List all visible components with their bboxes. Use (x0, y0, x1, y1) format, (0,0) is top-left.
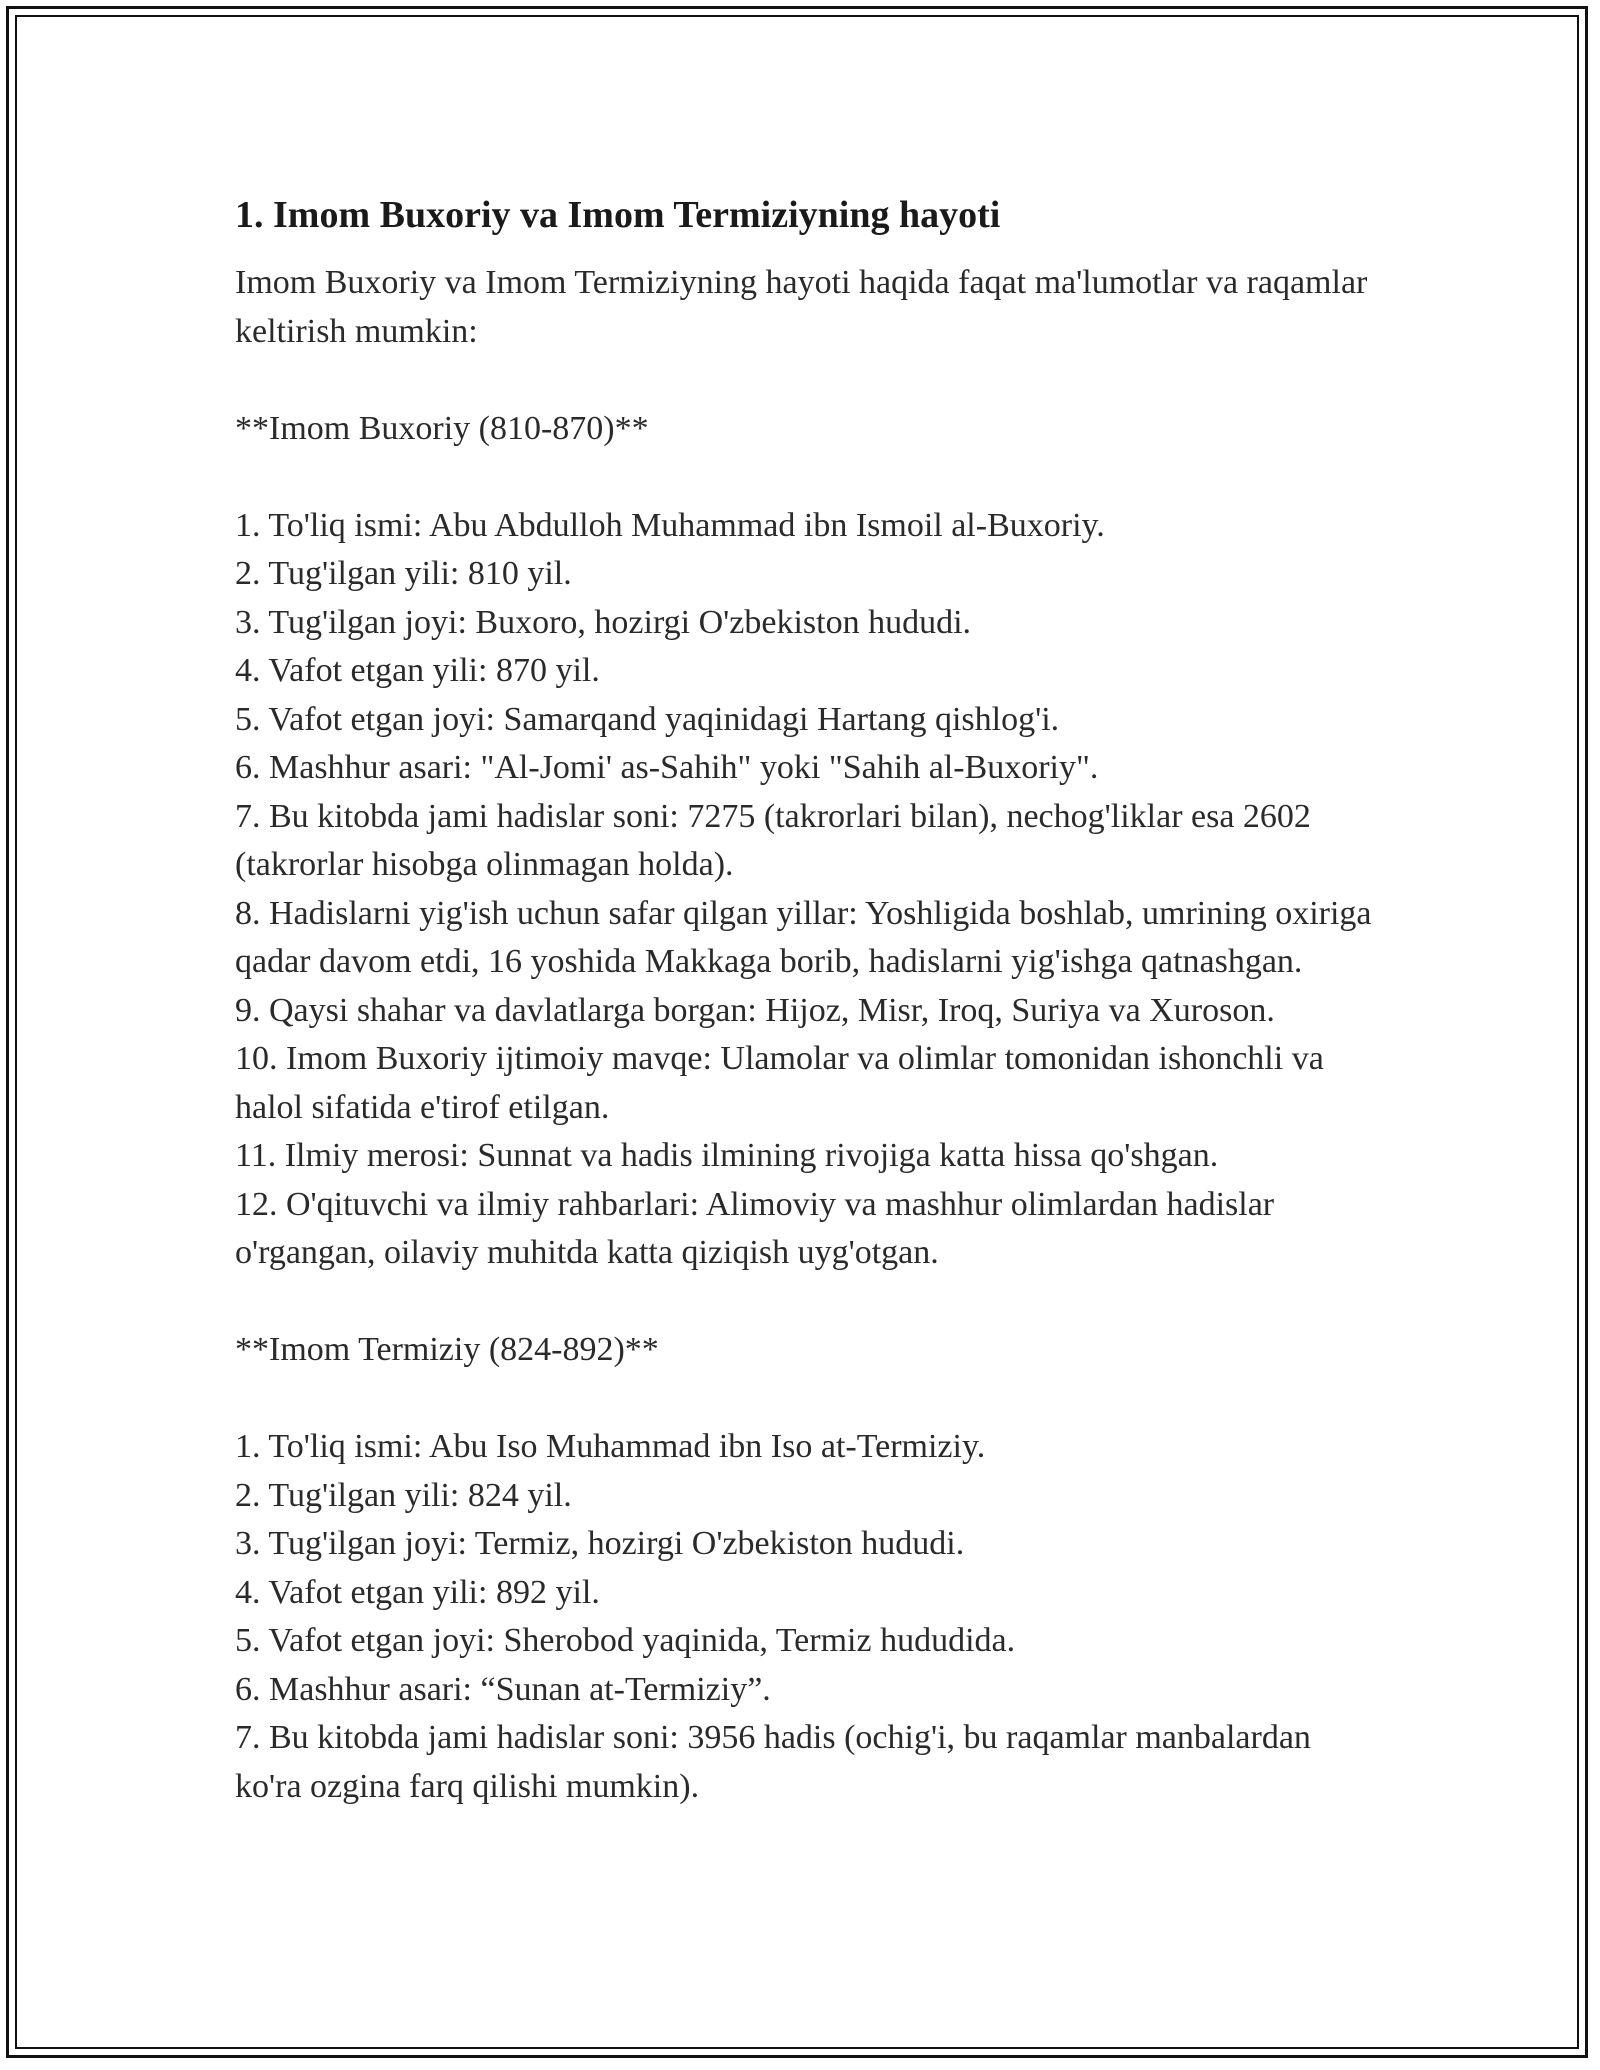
list-item: 10. Imom Buxoriy ijtimoiy mavqe: Ulamolar va olimlar tomonidan ishonchli va halol sifatida e'tirof etilgan. (235, 1040, 1324, 1126)
intro-paragraph: Imom Buxoriy va Imom Termiziyning hayoti haqida faqat ma'lumotlar va raqamlar keltirish mumkin: (235, 264, 1368, 350)
list-item: 6. Mashhur asari: "Al-Jomi' as-Sahih" yoki "Sahih al-Buxoriy". (235, 749, 1099, 786)
list-item: 1. To'liq ismi: Abu Abdulloh Muhammad ibn Ismoil al-Buxoriy. (235, 506, 1105, 544)
list-item: 2. Tug'ilgan yili: 824 yil. (235, 1476, 572, 1514)
section-heading-termiziy: **Imom Termiziy (824-892)** (235, 1331, 659, 1368)
list-item: 1. To'liq ismi: Abu Iso Muhammad ibn Iso at-Termiziy. (235, 1428, 986, 1465)
list-item: 3. Tug'ilgan joyi: Termiz, hozirgi O'zbekiston hududi. (235, 1525, 965, 1562)
buxoriy-facts-list (235, 502, 1385, 1278)
list-item: 4. Vafot etgan yili: 870 yil. (235, 652, 600, 689)
list-item: 7. Bu kitobda jami hadislar soni: 7275 (takrorlari bilan), nechog'liklar esa 2602 (takrorlar hisobga olinmagan holda). (235, 797, 1311, 883)
section-heading-buxoriy: **Imom Buxoriy (810-870)** (235, 409, 649, 447)
list-item: 5. Vafot etgan joyi: Sherobod yaqinida, Termiz hududida. (235, 1622, 1016, 1659)
list-item: 4. Vafot etgan yili: 892 yil. (235, 1573, 600, 1611)
list-item: 11. Ilmiy merosi: Sunnat va hadis ilmining rivojiga katta hissa qo'shgan. (235, 1137, 1219, 1174)
document-body (235, 185, 1385, 1811)
list-item: 7. Bu kitobda jami hadislar soni: 3956 hadis (ochig'i, bu raqamlar manbalardan ko'ra ozgina farq qilishi mumkin). (235, 1719, 1311, 1805)
list-item: 8. Hadislarni yig'ish uchun safar qilgan yillar: Yoshligida boshlab, umrining oxiriga qadar davom etdi, 16 yoshida Makkaga borib, hadislarni yig'ishga qatnashgan. (235, 894, 1372, 980)
list-item: 5. Vafot etgan joyi: Samarqand yaqinidagi Hartang qishlog'i. (235, 700, 1060, 738)
list-item: 3. Tug'ilgan joyi: Buxoro, hozirgi O'zbekiston hududi. (235, 603, 972, 641)
termiziy-facts-list (235, 1423, 1385, 1811)
list-item: 9. Qaysi shahar va davlatlarga borgan: Hijoz, Misr, Iroq, Suriya va Xuroson. (235, 991, 1275, 1029)
document-title: 1. Imom Buxoriy va Imom Termiziyning hayoti (235, 194, 1001, 236)
list-item: 2. Tug'ilgan yili: 810 yil. (235, 555, 572, 592)
list-item: 12. O'qituvchi va ilmiy rahbarlari: Alimoviy va mashhur olimlardan hadislar o'rgangan, oilaviy muhitda katta qiziqish uyg'otgan. (235, 1185, 1275, 1271)
list-item: 6. Mashhur asari: “Sunan at-Termiziy”. (235, 1670, 771, 1708)
